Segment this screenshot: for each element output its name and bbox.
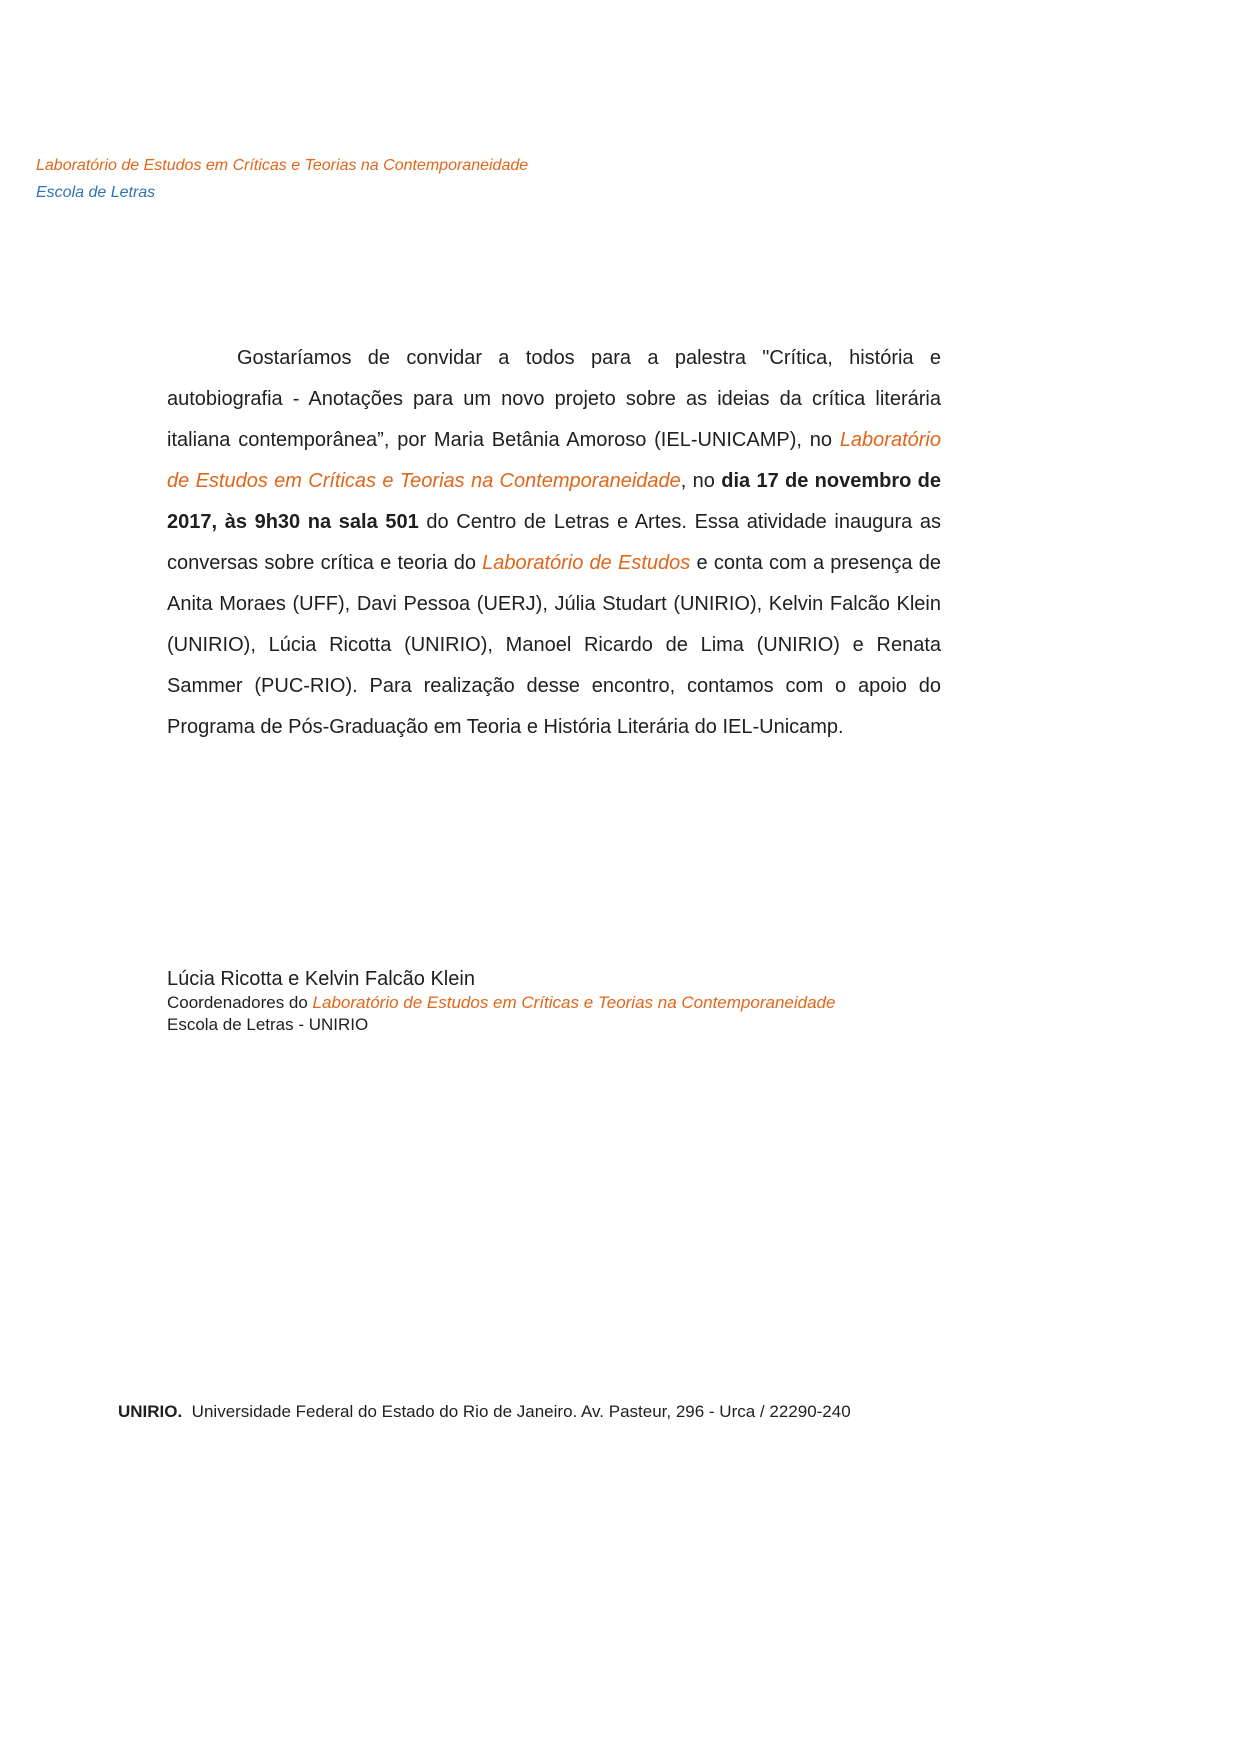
signature-names: Lúcia Ricotta e Kelvin Falcão Klein xyxy=(167,968,475,990)
invitation-paragraph xyxy=(167,338,941,748)
text-run-orange-italic: Laboratório de Estudos em Críticas e Teorias na Contemporaneidade xyxy=(312,993,836,1012)
text-run-bold: dia 17 de novembro de 2017, às 9h30 na sala 501 xyxy=(167,470,942,533)
text-run-normal: e conta com a presença de Anita Moraes (UFF), Davi Pessoa (UERJ), Júlia Studart (UNIRIO), Kelvin Falcão Klein (UNIRIO), Lúcia Ricotta (UNIRIO), Manoel Ricardo de Lima (UNIRIO) e Renata Sammer (PUC-RIO). Para realização desse encontro, contamos com o apoio do Programa de Pós-Graduação em Teoria e História Literária do IEL-Unicamp. xyxy=(167,552,941,738)
text-run-orange-italic: Laboratório de Estudos em Críticas e Teorias na Contemporaneidade xyxy=(167,429,941,492)
signature-role xyxy=(167,992,835,1014)
text-run-normal: Coordenadores do xyxy=(167,993,313,1012)
letterhead-school-name: Escola de Letras xyxy=(36,184,156,201)
text-run-normal: , no xyxy=(680,470,722,492)
letterhead xyxy=(36,152,528,206)
text-run-orange-italic: Laboratório de Estudos xyxy=(482,552,691,574)
footer-address xyxy=(118,1402,851,1422)
text-run-normal: Gostaríamos de convidar a todos para a palestra "Crítica, história e autobiografia - Anotações para um novo projeto sobre as ideias da crítica literária italiana contemporânea”, por Maria Betânia Amoroso (IEL-UNICAMP), no xyxy=(167,347,941,451)
letterhead-lab-name: Laboratório de Estudos em Críticas e Teorias na Contemporaneidade xyxy=(36,157,529,174)
text-run-normal: do Centro de Letras e Artes. Essa atividade inaugura as conversas sobre crítica e teoria do xyxy=(167,511,941,574)
text-run-bold: UNIRIO. xyxy=(118,1402,183,1421)
text-run-normal: Universidade Federal do Estado do Rio de Janeiro. Av. Pasteur, 296 - Urca / 22290-240 xyxy=(182,1402,851,1421)
signature-school: Escola de Letras - UNIRIO xyxy=(167,1015,369,1034)
signature-block xyxy=(167,966,835,1036)
